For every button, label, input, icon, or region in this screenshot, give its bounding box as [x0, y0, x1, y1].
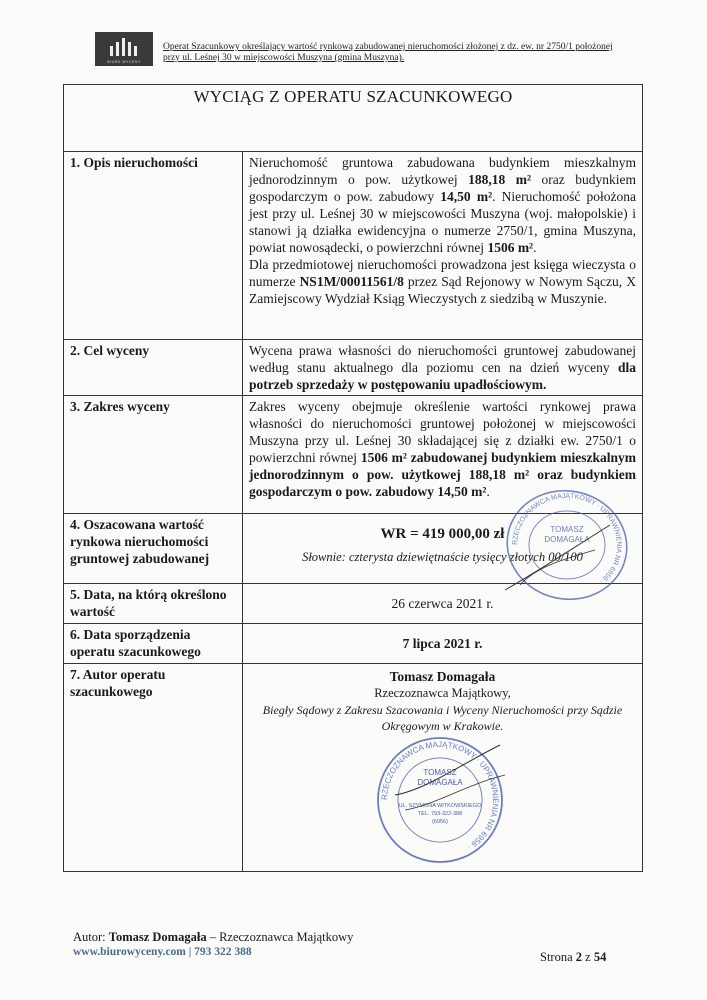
row-label: 6. Data sporządzenia operatu szacunkowego	[64, 624, 243, 664]
page-current: 2	[575, 950, 583, 964]
stamp-text: TEL. 793-322-388	[417, 811, 463, 817]
usable-area: 188,18 m²	[468, 172, 532, 187]
stamp-text: UL. SZYMONA WITKOWSKIEGO	[398, 803, 482, 809]
stamp-text: DOMAGAŁA	[544, 535, 590, 544]
report-date: 7 lipca 2021 r.	[243, 624, 643, 664]
text-segment: Wycena prawa własności do nieruchomości gruntowej zabudowanej według stanu aktualnego dla poziomu cen na dzień wyceny	[249, 343, 636, 375]
stamp-text: TOMASZ	[423, 768, 457, 777]
page-text: Strona	[540, 950, 576, 964]
valuation-date: 26 czerwca 2021 r.	[243, 584, 643, 624]
header-line-1: Operat Szacunkowy określający wartość rynkową zabudowanej nieruchomości złożonej z dz. ew. nr 2750/1 położonej	[163, 42, 613, 52]
table-row	[64, 152, 643, 340]
document-header	[163, 42, 623, 64]
table-row	[64, 584, 643, 624]
footer-author	[73, 930, 353, 945]
text-segment: . Nieruchomość położona jest przy ul. Leśnej 30 w miejscowości Muszyna (woj. małopolskie) i stanowi ją działka ewidencyjna o numerze 2750/1, gmina Muszyna, powiat nowosądecki, o powierzchni równej	[249, 189, 637, 255]
table-row	[64, 664, 643, 872]
row-label: 4. Oszacowana wartość rynkowa nieruchomości gruntowej zabudowanej	[64, 514, 243, 584]
page-total: 54	[593, 950, 607, 964]
text-segment: Zakres wyceny obejmuje określenie wartości rynkowej prawa własności do nieruchomości gruntowej położonej w miejscowości Muszyna przy ul. Leśnej 30 składającej się z działki ew. 2750/1 o powierzchni równej	[249, 399, 636, 465]
stamp-text: (6956)	[432, 819, 448, 825]
text-segment: oraz budynkiem gospodarczym o pow. zabudowy	[249, 172, 636, 204]
document-title: WYCIĄG Z OPERATU SZACUNKOWEGO	[64, 85, 643, 152]
property-description	[243, 152, 643, 340]
author-cell	[243, 664, 643, 872]
text-segment: Dla przedmiotowej nieruchomości prowadzona jest księga wieczysta o numerze	[249, 257, 636, 289]
land-register-number: NS1M/00011561/8	[299, 274, 404, 289]
stamp-text: DOMAGAŁA	[417, 778, 463, 787]
scope-bold: 1506 m² zabudowanej budynkiem mieszkalnym jednorodzinnym o pow. użytkowej 188,18 m² oraz budynkiem gospodarczym o pow. zabudowy 14,50 m²	[249, 450, 636, 499]
text-segment: .	[486, 484, 490, 499]
author-name: Tomasz Domagała	[389, 669, 496, 684]
page-number	[540, 950, 606, 965]
row-label: 2. Cel wyceny	[64, 340, 243, 396]
extract-table	[63, 84, 643, 872]
footer-author-name: Tomasz Domagała	[108, 930, 207, 944]
stamp-ring-text: RZECZOZNAWCA MAJĄTKOWY · UPRAWNIENIA NR 6956 ·	[379, 739, 501, 852]
plot-area: 1506 m²	[487, 240, 534, 255]
footer-text: Autor:	[73, 930, 109, 944]
value-in-words: Słownie: czterysta dziewiętnaście tysięcy złotych 00/100	[302, 550, 583, 564]
logo-bars-icon	[110, 38, 140, 56]
footer-contact[interactable]: www.biurowyceny.com | 793 322 388	[73, 946, 252, 958]
text-segment: Nieruchomość gruntowa zabudowana budynkiem mieszkalnym jednorodzinnym o pow. użytkowej	[249, 155, 636, 187]
logo-text: BIURO WYCENY	[107, 60, 141, 64]
header-line-2: przy ul. Leśnej 30 w miejscowości Muszyna (gmina Muszyna).	[163, 53, 405, 63]
text-segment: .	[533, 240, 537, 255]
company-logo	[95, 32, 153, 66]
row-label: 5. Data, na którą określono wartość	[64, 584, 243, 624]
text-segment: przez Sąd Rejonowy w Nowym Sączu, X Zamiejscowy Wydział Ksiąg Wieczystych z siedzibą w Muszynie.	[249, 274, 636, 306]
table-row	[64, 396, 643, 514]
purpose-bold: dla potrzeb sprzedaży w postępowaniu upadłościowym.	[249, 360, 636, 392]
table-row	[64, 514, 643, 584]
stamp-ring-text: RZECZOZNAWCA MAJĄTKOWY · UPRAWNIENIA NR 6956 ·	[511, 492, 623, 585]
row-label: 1. Opis nieruchomości	[64, 152, 243, 340]
estimated-value-cell	[243, 514, 643, 584]
table-row	[64, 624, 643, 664]
author-role: Rzeczoznawca Majątkowy,	[374, 686, 511, 700]
page-text: z	[582, 950, 594, 964]
row-label: 3. Zakres wyceny	[64, 396, 243, 514]
estimated-value: WR = 419 000,00 zł	[380, 526, 505, 542]
stamp-text: TOMASZ	[550, 525, 584, 534]
table-row	[64, 340, 643, 396]
valuation-scope	[243, 396, 643, 514]
row-label: 7. Autor operatu szacunkowego	[64, 664, 243, 872]
built-area: 14,50 m²	[440, 189, 493, 204]
title-row	[64, 85, 643, 152]
valuation-purpose	[243, 340, 643, 396]
footer-text: – Rzeczoznawca Majątkowy	[206, 930, 354, 944]
author-description: Biegły Sądowy z Zakresu Szacowania i Wyceny Nieruchomości przy Sądzie Okręgowym w Krakowie.	[262, 703, 623, 733]
